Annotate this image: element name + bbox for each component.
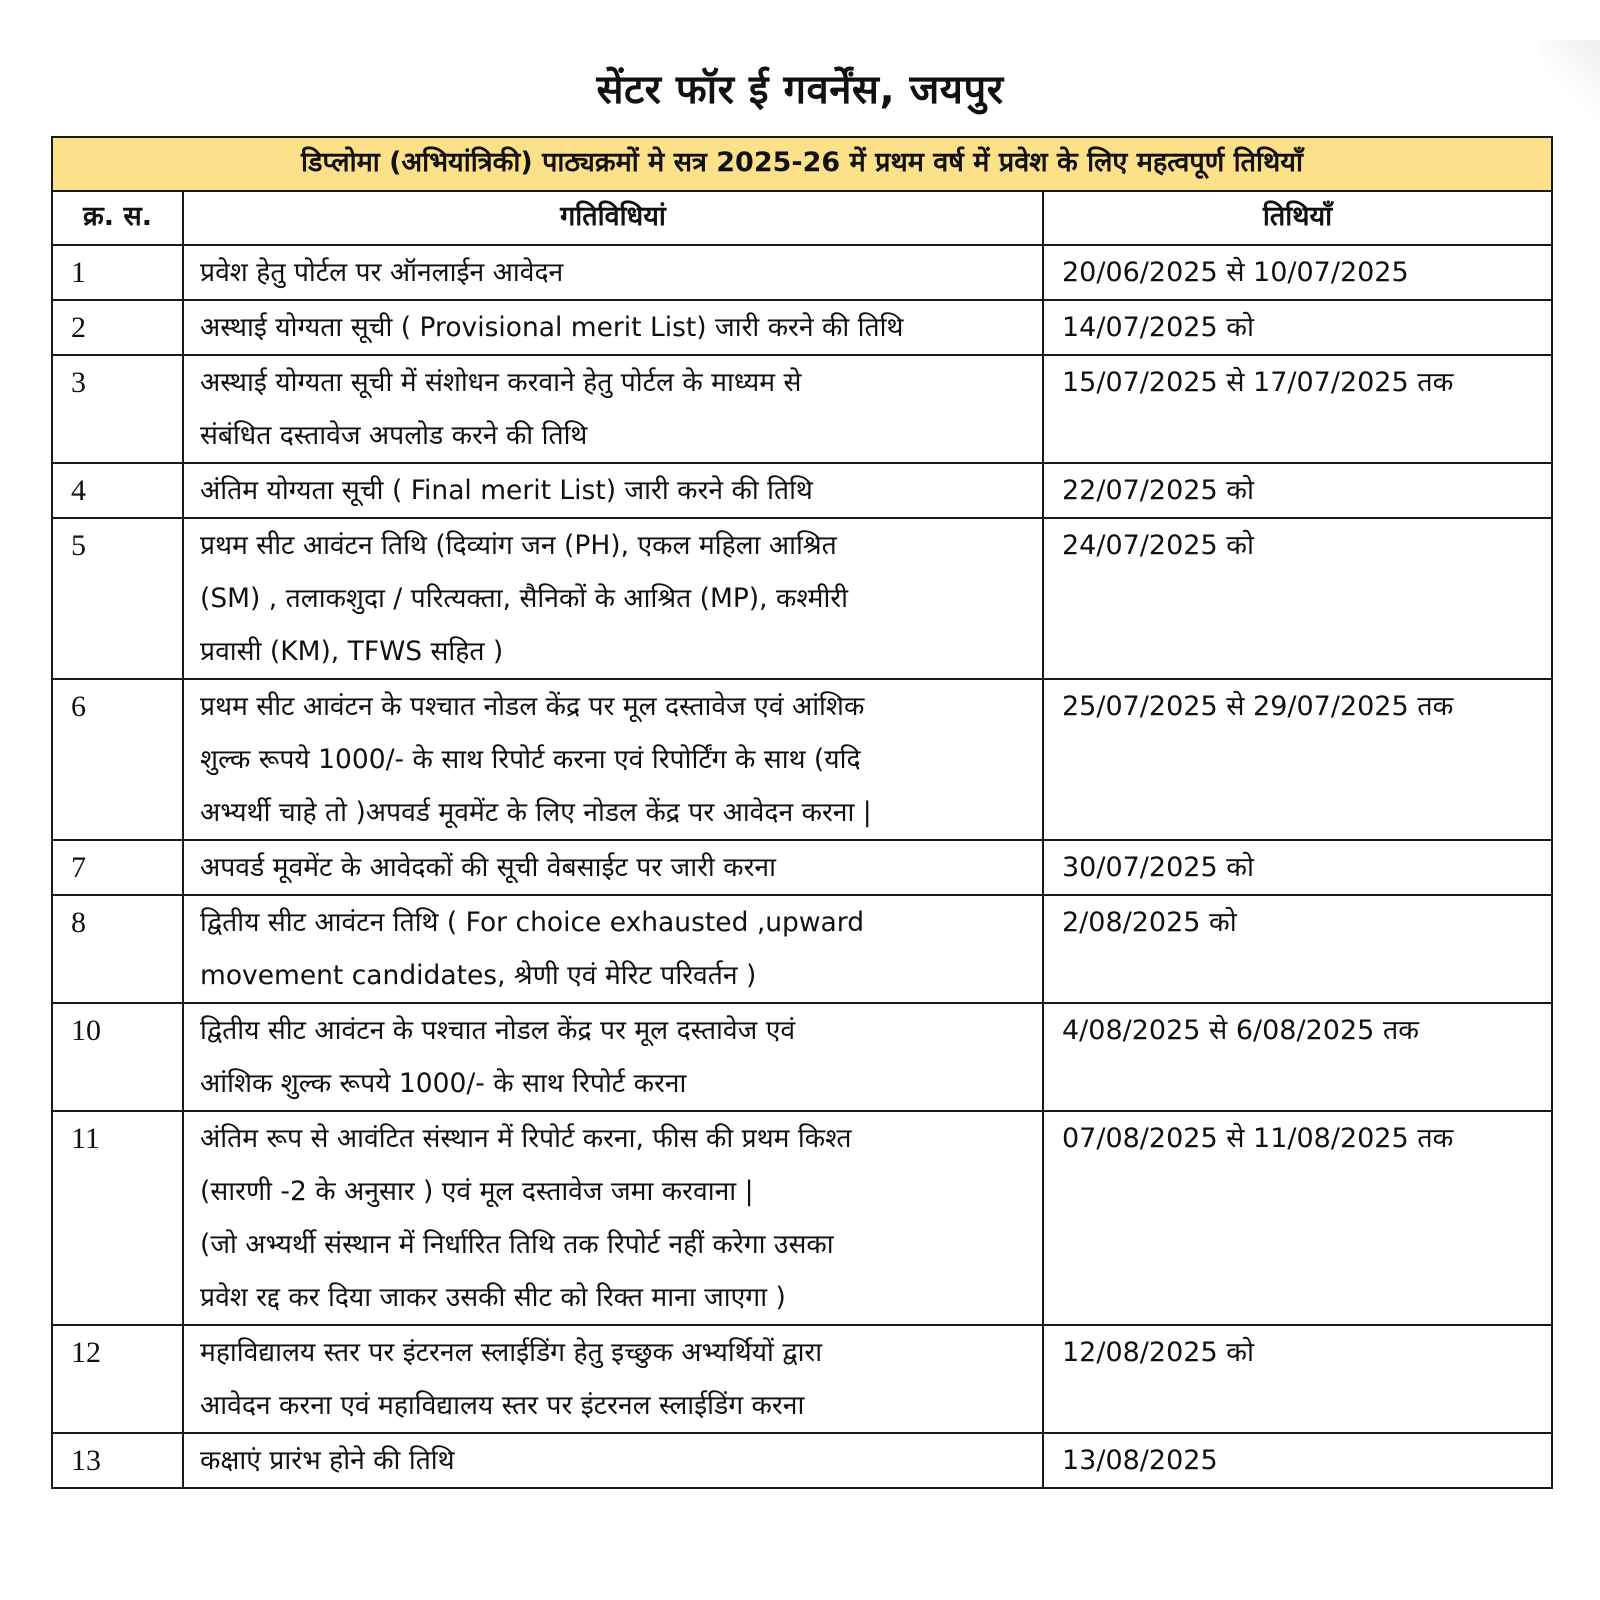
- activity-line: movement candidates, श्रेणी एवं मेरिट परिवर्तन ): [200, 960, 757, 991]
- activity-line: अस्थाई योग्यता सूची में संशोधन करवाने हेतु पोर्टल के माध्यम से: [200, 367, 802, 398]
- row-serial: 4: [52, 463, 183, 518]
- header-date: तिथियाँ: [1043, 191, 1552, 245]
- row-date: 2/08/2025 को: [1043, 895, 1552, 1003]
- row-serial: 7: [52, 840, 183, 895]
- activity-line: शुल्क रूपये 1000/- के साथ रिपोर्ट करना एवं रिपोर्टिंग के साथ (यदि: [200, 744, 861, 775]
- row-date: 15/07/2025 से 17/07/2025 तक: [1043, 355, 1552, 463]
- row-activity: [183, 245, 1043, 300]
- activity-line: आवेदन करना एवं महाविद्यालय स्तर पर इंटरनल स्लाईडिंग करना: [200, 1390, 805, 1421]
- table-row: [52, 1111, 1552, 1325]
- table-row: [52, 1325, 1552, 1433]
- row-date: 12/08/2025 को: [1043, 1325, 1552, 1433]
- row-activity: [183, 463, 1043, 518]
- activity-line: अंतिम रूप से आवंटित संस्थान में रिपोर्ट करना, फीस की प्रथम किश्त: [200, 1123, 852, 1154]
- table-row: [52, 245, 1552, 300]
- row-activity: [183, 1003, 1043, 1111]
- activity-line: अभ्यर्थी चाहे तो )अपवर्ड मूवमेंट के लिए नोडल केंद्र पर आवेदन करना |: [200, 797, 872, 828]
- row-serial: 13: [52, 1433, 183, 1488]
- row-date: 07/08/2025 से 11/08/2025 तक: [1043, 1111, 1552, 1325]
- row-serial: 6: [52, 679, 183, 840]
- table-row: [52, 1003, 1552, 1111]
- admission-schedule-table: [51, 136, 1553, 1489]
- row-activity: [183, 895, 1043, 1003]
- row-serial: 8: [52, 895, 183, 1003]
- table-row: [52, 840, 1552, 895]
- activity-line: प्रवासी (KM), TFWS सहित ): [200, 636, 504, 667]
- activity-line: प्रथम सीट आवंटन तिथि (दिव्यांग जन (PH), एकल महिला आश्रित: [200, 530, 837, 561]
- row-activity: [183, 679, 1043, 840]
- activity-line: महाविद्यालय स्तर पर इंटरनल स्लाईडिंग हेतु इच्छुक अभ्यर्थियों द्वारा: [200, 1337, 823, 1368]
- row-activity: [183, 1433, 1043, 1488]
- activity-line: संबंधित दस्तावेज अपलोड करने की तिथि: [200, 420, 588, 451]
- row-activity: [183, 300, 1043, 355]
- table-row: [52, 1433, 1552, 1488]
- activity-line: प्रवेश हेतु पोर्टल पर ऑनलाईन आवेदन: [200, 257, 564, 288]
- table-row: [52, 463, 1552, 518]
- row-serial: 5: [52, 518, 183, 679]
- header-activity: गतिविधियां: [183, 191, 1043, 245]
- row-date: 4/08/2025 से 6/08/2025 तक: [1043, 1003, 1552, 1111]
- activity-line: (SM) , तलाकशुदा / परित्यक्ता, सैनिकों के आश्रित (MP), कश्मीरी: [200, 583, 849, 614]
- row-date: 22/07/2025 को: [1043, 463, 1552, 518]
- row-serial: 3: [52, 355, 183, 463]
- row-activity: [183, 355, 1043, 463]
- activity-line: आंशिक शुल्क रूपये 1000/- के साथ रिपोर्ट करना: [200, 1068, 687, 1099]
- row-activity: [183, 518, 1043, 679]
- row-date: 30/07/2025 को: [1043, 840, 1552, 895]
- row-serial: 1: [52, 245, 183, 300]
- row-date: 24/07/2025 को: [1043, 518, 1552, 679]
- activity-line: (सारणी -2 के अनुसार ) एवं मूल दस्तावेज जमा करवाना |: [200, 1176, 754, 1207]
- banner-row: [52, 137, 1552, 191]
- header-row: [52, 191, 1552, 245]
- table-row: [52, 518, 1552, 679]
- row-activity: [183, 1325, 1043, 1433]
- row-date: 25/07/2025 से 29/07/2025 तक: [1043, 679, 1552, 840]
- table-body: [52, 245, 1552, 1488]
- row-date: 13/08/2025: [1043, 1433, 1552, 1488]
- row-date: 20/06/2025 से 10/07/2025: [1043, 245, 1552, 300]
- table-row: [52, 679, 1552, 840]
- activity-line: (जो अभ्यर्थी संस्थान में निर्धारित तिथि तक रिपोर्ट नहीं करेगा उसका: [200, 1229, 834, 1260]
- row-activity: [183, 840, 1043, 895]
- activity-line: कक्षाएं प्रारंभ होने की तिथि: [200, 1445, 455, 1476]
- table-row: [52, 895, 1552, 1003]
- activity-line: प्रवेश रद्द कर दिया जाकर उसकी सीट को रिक्त माना जाएगा ): [200, 1282, 786, 1313]
- activity-line: प्रथम सीट आवंटन के पश्चात नोडल केंद्र पर मूल दस्तावेज एवं आंशिक: [200, 691, 865, 722]
- table-row: [52, 300, 1552, 355]
- activity-line: अपवर्ड मूवमेंट के आवेदकों की सूची वेबसाईट पर जारी करना: [200, 852, 776, 883]
- header-serial: क्र. स.: [52, 191, 183, 245]
- row-serial: 10: [52, 1003, 183, 1111]
- row-date: 14/07/2025 को: [1043, 300, 1552, 355]
- activity-line: द्वितीय सीट आवंटन तिथि ( For choice exhausted ,upward: [200, 907, 865, 938]
- row-serial: 11: [52, 1111, 183, 1325]
- row-serial: 12: [52, 1325, 183, 1433]
- table-banner: डिप्लोमा (अभियांत्रिकी) पाठ्यक्रमों मे सत्र 2025-26 में प्रथम वर्ष में प्रवेश के लिए महत्वपूर्ण तिथियाँ: [52, 137, 1552, 191]
- row-serial: 2: [52, 300, 183, 355]
- activity-line: अंतिम योग्यता सूची ( Final merit List) जारी करने की तिथि: [200, 475, 813, 506]
- table-row: [52, 355, 1552, 463]
- activity-line: अस्थाई योग्यता सूची ( Provisional merit List) जारी करने की तिथि: [200, 312, 904, 343]
- activity-line: द्वितीय सीट आवंटन के पश्चात नोडल केंद्र पर मूल दस्तावेज एवं: [200, 1015, 796, 1046]
- row-activity: [183, 1111, 1043, 1325]
- page-title: सेंटर फॉर ई गवर्नेंस, जयपुर: [596, 67, 1004, 113]
